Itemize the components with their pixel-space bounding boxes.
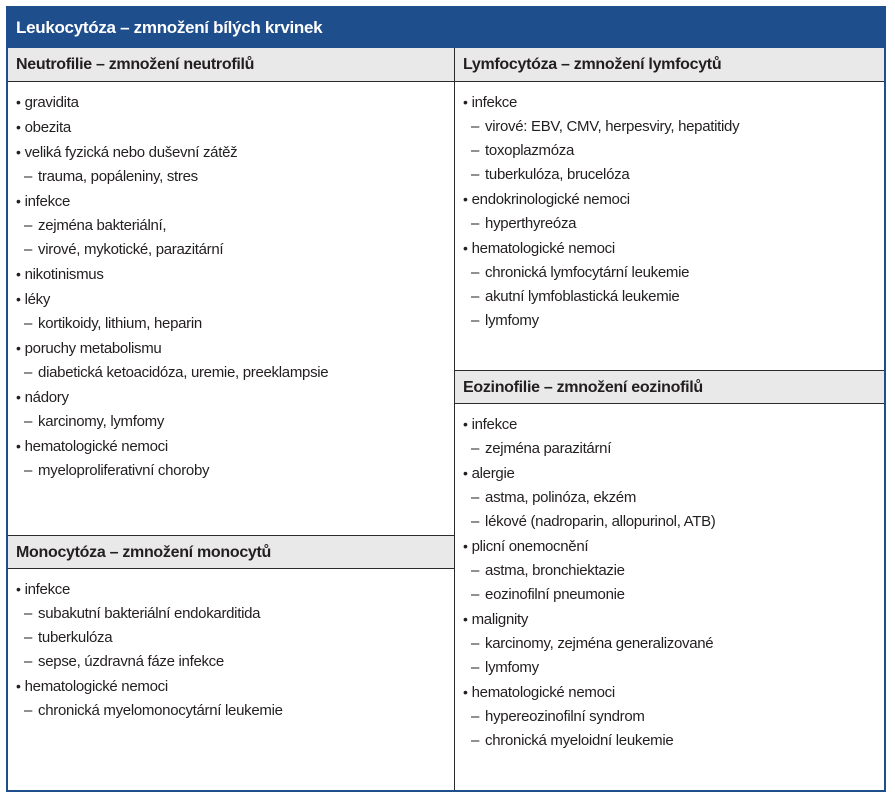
list-subitem: – toxoplazmóza — [463, 139, 884, 163]
section-monocytoza — [8, 535, 454, 723]
section-heading-lymfocytoza: Lymfocytóza – zmnožení lymfocytů — [455, 48, 884, 82]
list-subitem: – chronická myeloidní leukemie — [463, 729, 884, 753]
list-subitem: – lymfomy — [463, 656, 884, 680]
list-subitem: – lymfomy — [463, 309, 884, 333]
right-column — [455, 48, 884, 790]
list-subitem: – karcinomy, zejména generalizované — [463, 632, 884, 656]
list-item: • poruchy metabolismu — [16, 336, 454, 361]
list-item: • nikotinismus — [16, 262, 454, 287]
list-item: • hematologické nemoci — [16, 674, 454, 699]
section-heading-monocytoza: Monocytóza – zmnožení monocytů — [8, 535, 454, 569]
list-subitem: – eozinofilní pneumonie — [463, 583, 884, 607]
list-item: • malignity — [463, 607, 884, 632]
list-item: • alergie — [463, 461, 884, 486]
list-lymfocytoza — [455, 82, 884, 333]
list-item: • hematologické nemoci — [463, 680, 884, 705]
section-eozinofilie — [455, 370, 884, 753]
list-subitem: – chronická myelomonocytární leukemie — [16, 699, 454, 723]
list-neutrofilie — [8, 82, 454, 483]
list-item: • hematologické nemoci — [16, 434, 454, 459]
list-subitem: – zejména parazitární — [463, 437, 884, 461]
list-item: • gravidita — [16, 90, 454, 115]
list-subitem: – subakutní bakteriální endokarditida — [16, 602, 454, 626]
list-subitem: – tuberkulóza, brucelóza — [463, 163, 884, 187]
list-subitem: – zejména bakteriální, — [16, 214, 454, 238]
list-eozinofilie — [455, 404, 884, 753]
list-subitem: – myeloproliferativní choroby — [16, 459, 454, 483]
list-item: • infekce — [463, 90, 884, 115]
list-item: • endokrinologické nemoci — [463, 187, 884, 212]
list-subitem: – hypereozinofilní syndrom — [463, 705, 884, 729]
list-item: • nádory — [16, 385, 454, 410]
list-item: • infekce — [16, 577, 454, 602]
list-item: • léky — [16, 287, 454, 312]
list-item: • plicní onemocnění — [463, 534, 884, 559]
list-subitem: – hyperthyreóza — [463, 212, 884, 236]
section-heading-neutrofilie: Neutrofilie – zmnožení neutrofilů — [8, 48, 454, 82]
list-subitem: – virové: EBV, CMV, herpesviry, hepatitidy — [463, 115, 884, 139]
list-subitem: – tuberkulóza — [16, 626, 454, 650]
table-title: Leukocytóza – zmnožení bílých krvinek — [8, 8, 884, 48]
list-subitem: – virové, mykotické, parazitární — [16, 238, 454, 262]
section-lymfocytoza — [455, 48, 884, 333]
left-column — [8, 48, 455, 790]
list-item: • veliká fyzická nebo duševní zátěž — [16, 140, 454, 165]
list-item: • obezita — [16, 115, 454, 140]
list-item: • infekce — [16, 189, 454, 214]
list-subitem: – kortikoidy, lithium, heparin — [16, 312, 454, 336]
list-subitem: – chronická lymfocytární leukemie — [463, 261, 884, 285]
leukocytosis-table — [6, 6, 886, 792]
list-subitem: – lékové (nadroparin, allopurinol, ATB) — [463, 510, 884, 534]
list-subitem: – trauma, popáleniny, stres — [16, 165, 454, 189]
list-item: • infekce — [463, 412, 884, 437]
list-item: • hematologické nemoci — [463, 236, 884, 261]
section-neutrofilie — [8, 48, 454, 483]
list-subitem: – karcinomy, lymfomy — [16, 410, 454, 434]
list-subitem: – akutní lymfoblastická leukemie — [463, 285, 884, 309]
list-subitem: – diabetická ketoacidóza, uremie, preeklampsie — [16, 361, 454, 385]
list-subitem: – sepse, úzdravná fáze infekce — [16, 650, 454, 674]
list-monocytoza — [8, 569, 454, 723]
list-subitem: – astma, bronchiektazie — [463, 559, 884, 583]
section-heading-eozinofilie: Eozinofilie – zmnožení eozinofilů — [455, 370, 884, 404]
list-subitem: – astma, polinóza, ekzém — [463, 486, 884, 510]
